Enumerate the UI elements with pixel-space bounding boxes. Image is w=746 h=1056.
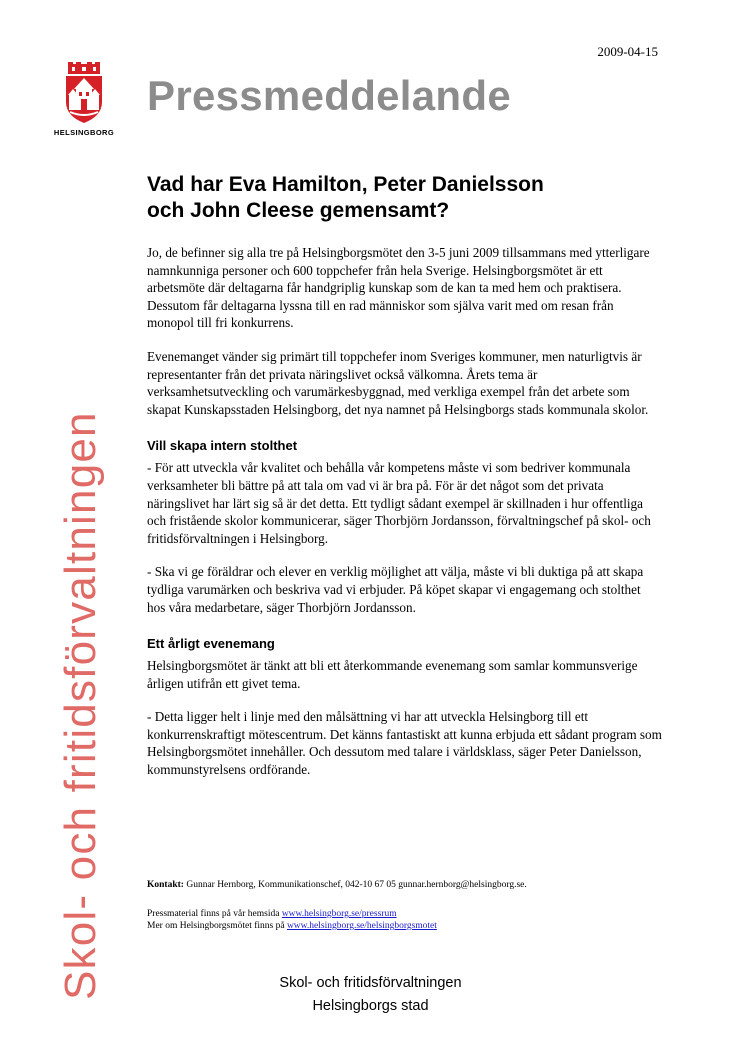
meeting-info-line (147, 920, 667, 932)
contact-details: Gunnar Hernborg, Kommunikationschef, 042-10 67 05 gunnar.hernborg@helsingborg.se. (183, 880, 527, 890)
paragraph-intro: Jo, de befinner sig alla tre på Helsingborgsmötet den 3-5 juni 2009 tillsammans med ytterligare namnkunniga personer och 600 toppchefer från hela Sverige. Helsingborgsmötet är ett arbetsmöte där deltagarna får handgriplig kunskap som de kan ta med hem och praktisera. Dessutom får deltagarna lyssna till en rad människor som själva varit med om resan från monopol till fri konkurrens. (147, 245, 650, 331)
subheading-annual: Ett årligt evenemang (147, 636, 275, 652)
paragraph-recurring: Helsingborgsmötet är tänkt att bli ett återkommande evenemang som samlar kommunsverige årligen utifrån ett givet tema. (147, 658, 638, 691)
press-release-date: 2009-04-15 (597, 44, 658, 59)
meeting-info-prefix: Mer om Helsingborgsmötet finns på (147, 921, 287, 931)
paragraph-audience: Evenemanget vänder sig primärt till toppchefer inom Sveriges kommuner, men naturligtvis är representanter från det privata näringslivet också välkomna. Årets tema är verksamhetsutveckling och varumärkesbyggnad, med verkliga exempel från det arbete som skapat Kunskapsstaden Helsingborg, det nya namnet på Helsingborgs stads kommunala skolor. (147, 348, 649, 417)
article-headline (147, 172, 662, 224)
article-body (147, 172, 662, 795)
press-room-prefix: Pressmaterial finns på vår hemsida (147, 909, 282, 919)
page-footer (147, 972, 594, 1018)
footer-department: Skol- och fritidsförvaltningen (279, 975, 462, 991)
headline-line-2: och John Cleese gemensamt? (147, 199, 450, 222)
press-links (147, 908, 667, 932)
logo-wordmark: HELSINGBORG (53, 128, 115, 137)
paragraph-quote-3: - Detta ligger helt i linje med den målsättning vi har att utveckla Helsingborg till ett konkurrenskraftigt mötescentrum. Det känns fantastiskt att kunna erbjuda ett sådant program som Helsingborgsmötet innehåller. Och dessutom med talare i världsklass, säger Peter Danielsson, kommunstyrelsens ordförande. (147, 709, 662, 778)
paragraph-quote-2: - Ska vi ge föräldrar och elever en verklig möjlighet att välja, måste vi bli duktiga på att skapa tydliga varumärken och beskriva vad vi erbjuder. På köpet skapar vi engagemang och stolthet hos våra medarbetare, säger Thorbjörn Jordansson. (147, 564, 644, 615)
paragraph-quote-1: - För att utveckla vår kvalitet och behålla vår kompetens måste vi som bedriver kommunala verksamheter bli bättre på att tala om vad vi är bra på. För är det något som det privata näringslivet har lärt sig så är det detta. Ett tydligt sådant exempel är skillnaden i hur offentliga och fristående skolor kommunicerar, säger Thorbjörn Jordansson, förvaltningschef på skol- och fritidsförvaltningen i Helsingborg. (147, 460, 651, 546)
footer-city: Helsingborgs stad (312, 998, 429, 1014)
contact-label: Kontakt: (147, 880, 184, 890)
city-crest-icon (64, 62, 104, 124)
subheading-pride: Vill skapa intern stolthet (147, 438, 298, 454)
document-type-title: Pressmeddelande (147, 72, 512, 119)
contact-line (147, 880, 667, 890)
headline-line-1: Vad har Eva Hamilton, Peter Danielsson (147, 173, 544, 196)
side-banner-text: Skol- och fritidsförvaltningen (56, 411, 105, 1000)
press-room-line (147, 908, 667, 920)
press-room-link[interactable]: www.helsingborg.se/pressrum (281, 909, 397, 919)
meeting-info-link[interactable]: www.helsingborg.se/helsingborgsmotet (286, 921, 437, 931)
